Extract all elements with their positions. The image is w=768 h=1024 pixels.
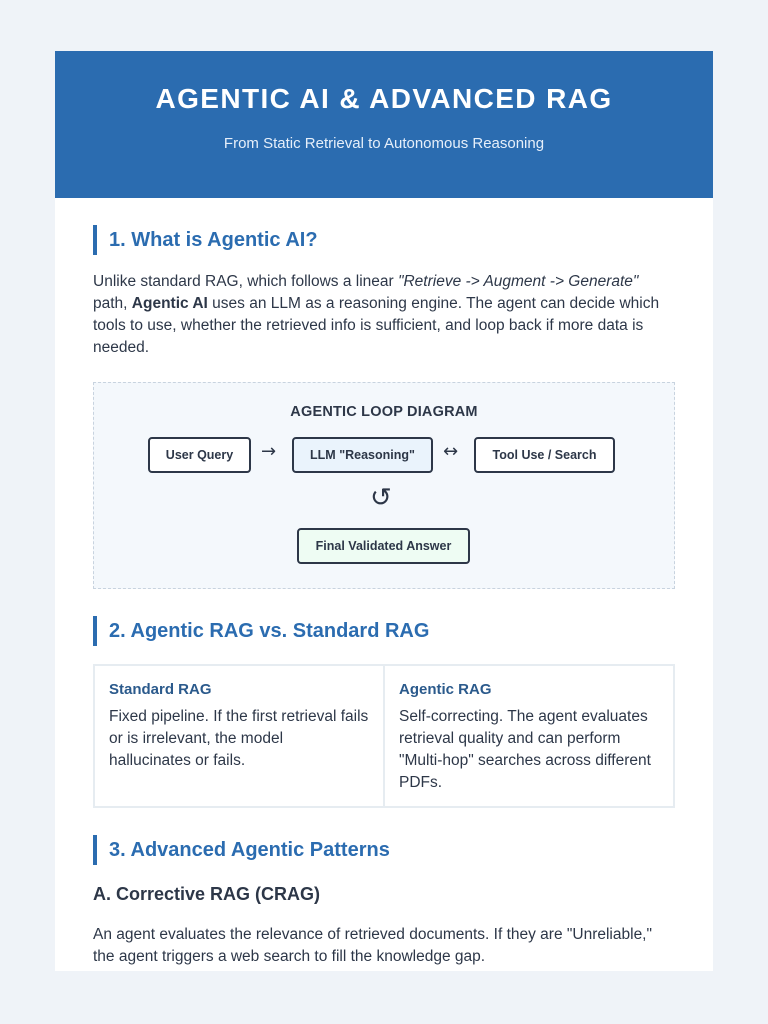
loop-arrow-icon: ↺ <box>370 483 392 513</box>
page-title: AGENTIC AI & ADVANCED RAG <box>155 83 613 114</box>
content <box>55 225 713 968</box>
header-banner <box>55 51 713 198</box>
intro-text-mid: path, <box>93 295 132 312</box>
section-1-title: 1. What is Agentic AI? <box>93 225 675 255</box>
node-tool-use: Tool Use / Search <box>474 437 615 473</box>
section-2-title: 2. Agentic RAG vs. Standard RAG <box>93 616 675 646</box>
node-final-answer: Final Validated Answer <box>297 528 470 564</box>
arrow-bidirectional-icon: ↔ <box>443 441 459 462</box>
node-user-query: User Query <box>148 437 251 473</box>
intro-bold-term: Agentic AI <box>131 295 208 312</box>
crag-description: An agent evaluates the relevance of retrieved documents. If they are "Unreliable," the agent triggers a web search to fill the knowledge gap. <box>93 926 652 965</box>
agentic-rag-column <box>383 666 673 806</box>
comparison-table <box>93 664 675 808</box>
agentic-rag-text: Self-correcting. The agent evaluates retrieval quality and can perform "Multi-hop" searches across different PDFs. <box>399 708 651 791</box>
intro-quote: "Retrieve -> Augment -> Generate" <box>397 273 639 290</box>
arrow-right-icon: → <box>261 441 277 462</box>
section-3-title: 3. Advanced Agentic Patterns <box>93 835 675 865</box>
diagram-title: AGENTIC LOOP DIAGRAM <box>290 404 478 420</box>
crag-subheading: A. Corrective RAG (CRAG) <box>93 884 321 904</box>
standard-rag-text: Fixed pipeline. If the first retrieval fails or is irrelevant, the model hallucinates or fails. <box>109 708 369 769</box>
document-page <box>55 51 713 971</box>
standard-rag-column <box>95 666 383 806</box>
agentic-loop-diagram <box>93 382 675 589</box>
intro-text-end: uses an LLM as a reasoning engine. The agent can decide which tools to use, whether the retrieved info is sufficient, and loop back if more data is needed. <box>93 295 660 356</box>
agentic-rag-heading: Agentic RAG <box>399 681 492 698</box>
section-1-intro <box>93 271 675 359</box>
page-subtitle: From Static Retrieval to Autonomous Reasoning <box>223 135 545 152</box>
standard-rag-heading: Standard RAG <box>109 681 212 698</box>
intro-text-start: Unlike standard RAG, which follows a linear <box>93 273 398 290</box>
node-llm-reasoning: LLM "Reasoning" <box>292 437 433 473</box>
